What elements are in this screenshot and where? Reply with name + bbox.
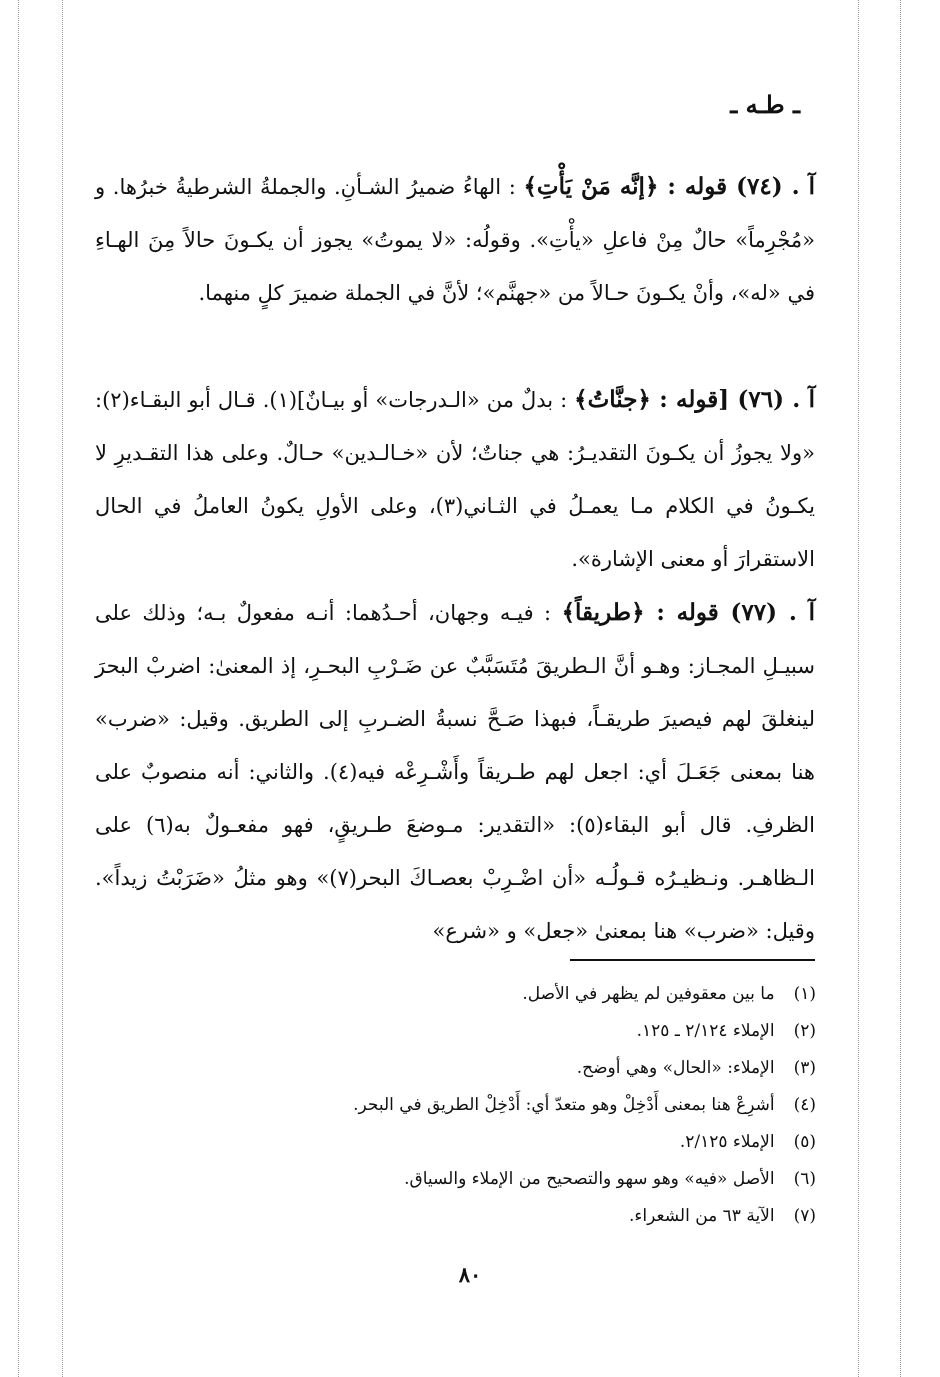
paragraph-text: : الهاءُ ضميرُ الشـأنِ. والجملةُ الشرطيةُ خبرُها. و «مُجْرِماً» حالٌ مِنْ فاعلِ «يأْتِ». وقولُه: «لا يموتُ» يجوز أن يكـونَ حالاً مِنَ الهـاءِ في «له»، وأنْ يكـونَ حـالاً من «جهنَّم»؛ لأنَّ في الجملة ضميرَ كلٍ منهما. — [95, 175, 815, 305]
footnote-item — [170, 1087, 816, 1124]
paragraph-text: : فيـه وجهان، أحـدُهما: أنـه مفعولٌ بـه؛ وذلك على سبيـلِ المجـاز: وهـو أنَّ الـطريقَ مُتَسَبَّبٌ عن ضَـرْبِ البحـرِ، إذ المعنىٰ: اضربْ البحرَ لينغلقَ لهم فيصيرَ طريقـاً، فبهذا صَـحَّ نسبةُ الضـربِ إلى الطريق. وقيل: «ضرب» هنا بمعنى جَعَـلَ أي: اجعل لهم طـريقاً وأَشْـرِعْه فيه(٤). والثاني: أنه منصوبٌ على الظرفِ. قال أبو البقاء(٥): «التقدير: مـوضعَ طـريقٍ، فهو مفعـولٌ به(٦) على الـظاهـر. ونـظيـرُه قـولُـه «أن اضْـرِبْ بعصـاكَ البحر(٧)» وهو مثلُ «ضَرَبْتُ زيداً». وقيل: «ضرب» هنا بمعنىٰ «جعل» و «شرع» — [95, 601, 815, 943]
paragraph-verse-76 — [95, 373, 815, 586]
footnote-number: (٥) — [793, 1132, 816, 1152]
footnote-text: أشرِعْ هنا بمعنى أَدْخِلْ وهو متعدّ أي: أَدْخِلْ الطريق في البحر. — [353, 1095, 775, 1115]
footnote-text: الإملاء ٢/١٢٥. — [679, 1132, 775, 1152]
scan-guide-line — [62, 0, 63, 1377]
footnote-number: (٧) — [793, 1206, 816, 1226]
verse-label: آ . (٧٦) [قوله : ﴿جنَّاتُ﴾ — [574, 386, 815, 413]
verse-label: آ . (٧٧) قوله : ﴿طريقاً﴾ — [561, 599, 815, 626]
footnote-item — [170, 1198, 816, 1235]
footnote-item — [170, 976, 816, 1013]
footnote-number: (٢) — [793, 1021, 816, 1041]
footnote-text: الأصل «فيه» وهو سهو والتصحيح من الإملاء والسياق. — [404, 1169, 775, 1189]
footnote-divider — [570, 959, 815, 961]
scan-guide-line — [900, 0, 901, 1377]
footnote-item — [170, 1050, 816, 1087]
footnotes-list — [170, 976, 816, 1235]
scan-guide-line — [858, 0, 859, 1377]
paragraph-verse-74 — [95, 160, 815, 320]
footnote-number: (٦) — [793, 1169, 816, 1189]
sura-running-header: ـ طـه ـ — [730, 90, 800, 119]
footnote-text: ما بين معقوفين لم يظهر في الأصل. — [522, 984, 775, 1004]
footnote-number: (١) — [793, 984, 816, 1004]
footnote-number: (٤) — [793, 1095, 816, 1115]
footnote-number: (٣) — [793, 1058, 816, 1078]
footnote-text: الإملاء: «الحال» وهي أوضح. — [576, 1058, 775, 1078]
page-number: ٨٠ — [458, 1262, 482, 1287]
paragraph-verse-77 — [95, 586, 815, 958]
verse-label: آ . (٧٤) قوله : ﴿إنَّه مَنْ يَأْتِ﴾ — [523, 173, 815, 200]
footnote-text: الإملاء ٢/١٢٤ ـ ١٢٥. — [636, 1021, 775, 1041]
footnote-item — [170, 1161, 816, 1198]
footnote-item — [170, 1124, 816, 1161]
paragraph-text: : بدلٌ من «الـدرجات» أو بيـانٌ](١). قـال أبو البقـاء(٢): «ولا يجوزُ أن يكـونَ التقديـرُ: هي جناتٌ؛ لأن «خـالـدين» حـالٌ. وعلى هذا التقـديرِ لا يكـونُ في الكلام مـا يعمـلُ في الثـاني(٣)، وعلى الأولِ يكونُ العاملُ في الحال الاستقرارَ أو معنى الإشارة». — [95, 388, 815, 571]
footnote-item — [170, 1013, 816, 1050]
footnote-text: الآية ٦٣ من الشعراء. — [629, 1206, 775, 1226]
scan-guide-line — [18, 0, 19, 1377]
